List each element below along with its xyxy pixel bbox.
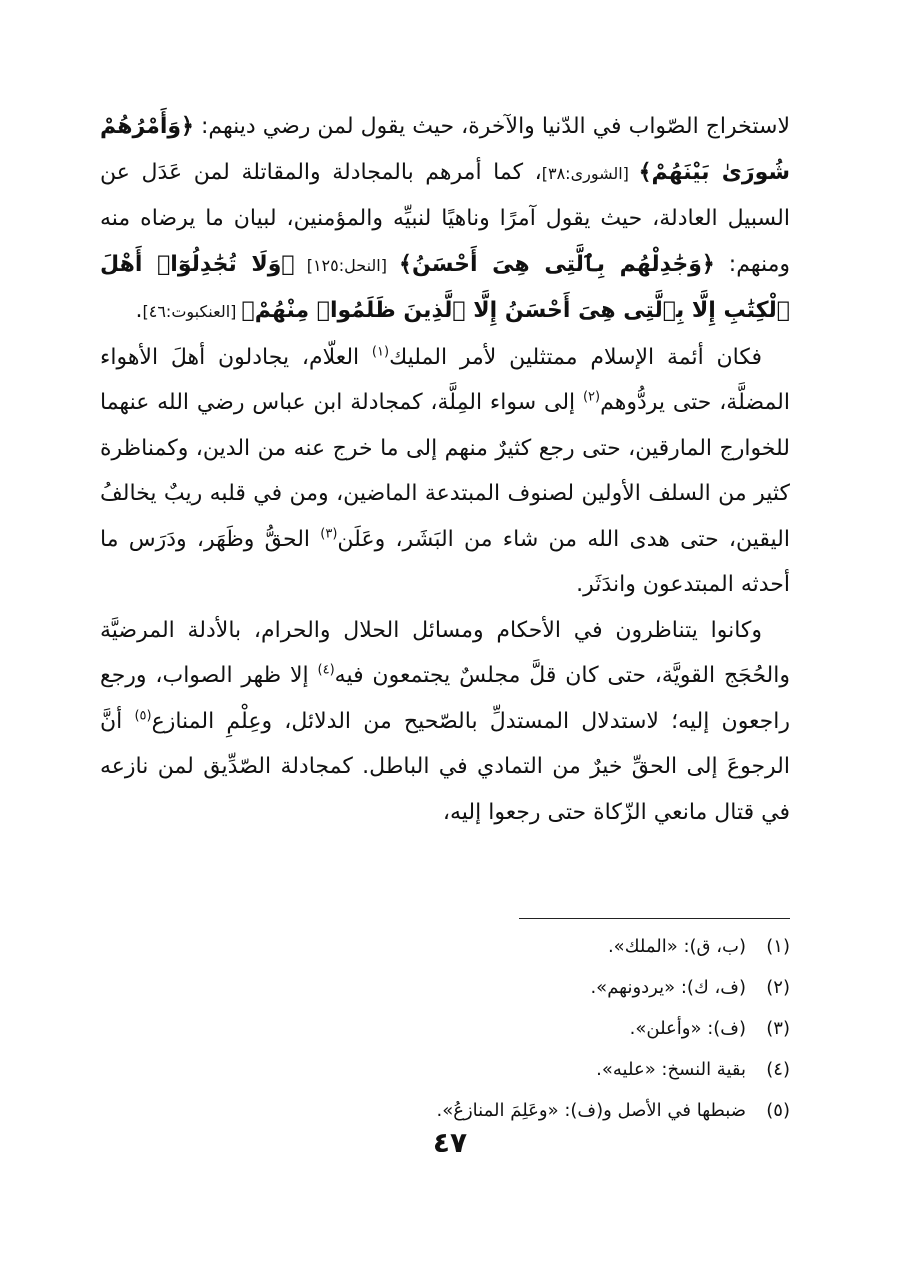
footnote-item xyxy=(100,1090,790,1131)
paragraph-2 xyxy=(100,335,790,608)
footnote-marker: (٥) xyxy=(134,708,152,724)
verse-reference: [النحل:١٢٥] xyxy=(294,255,400,275)
footnote-number: (٤) xyxy=(766,1059,790,1080)
text-run: ، كما أمرهم بالمجادلة والمقاتلة لمن عَدَل عن السبيل العادلة، حيث يقول آمرًا وناهيًا لنبيِّه والمؤمنين، لبيان ما يرضاه منه ومنهم: xyxy=(100,159,791,277)
text-run: لاستخراج الصّواب في الدّنيا والآخرة، حيث يقول لمن رضي دينهم: xyxy=(193,114,790,139)
footnote-number: (٣) xyxy=(766,1018,790,1039)
text-run: فكان أئمة الإسلام ممتثلين لأمر المليك xyxy=(389,344,763,370)
quran-verse: ﴿وَجَٰدِلْهُم بِٱلَّتِى هِىَ أَحْسَنُ﴾ xyxy=(399,251,715,277)
verse-reference: [العنكبوت:٤٦] xyxy=(142,302,242,321)
footnote-item xyxy=(100,1049,790,1090)
text-run: إلى سواء المِلَّة، كمجادلة ابن عباس رضي الله عنهما للخوارج المارقين، حتى رجع كثيرٌ منهم إلى ما خرج عنه من الدين، وكمناظرة كثير من السلف الأولين لصنوف المبتدعة الماضين، ومن في قلبه ريبٌ يخالفُ اليقين، حتى هدى الله من شاء من البَشَر، وعَلَن xyxy=(100,390,790,552)
footnote-separator xyxy=(519,918,790,919)
quran-verse: ﴿وَأَمْرُهُمْ شُورَىٰ بَيْنَهُمْ﴾ xyxy=(100,114,790,185)
text-run: إلا ظهر الصواب، ورجع راجعون إليه؛ لاستدلال المستدلِّ بالصّحيح من الدلائل، وعِلْمِ المنازع xyxy=(100,663,791,734)
paragraph-1 xyxy=(100,104,790,335)
footnote-marker: (١) xyxy=(371,344,390,360)
quran-verse: ﴿وَلَا تُجَٰدِلُوٓا۟ أَهْلَ ٱلْكِتَٰبِ إِلَّا بِٱلَّتِى هِىَ أَحْسَنُ إِلَّا ٱلَّذِينَ ظَلَمُوا۟ مِنْهُمْ﴾ xyxy=(100,251,790,323)
footnote-marker: (٤) xyxy=(317,662,335,678)
footnotes xyxy=(100,926,790,1131)
footnote-text: بقية النسخ: «عليه». xyxy=(596,1059,746,1080)
text-run: أنَّ الرجوعَ إلى الحقِّ خيرٌ من التمادي في الباطل. كمجادلة الصّدِّيق لمن نازعه في قتال مانعي الزّكاة حتى رجعوا إليه، xyxy=(100,708,790,825)
footnote-number: (٥) xyxy=(766,1100,790,1121)
footnote-text: (ف، ك): «يردونهم». xyxy=(590,977,746,998)
footnote-item xyxy=(100,967,790,1008)
paragraph-3 xyxy=(100,608,790,836)
footnote-marker: (٢) xyxy=(582,389,601,405)
footnote-item xyxy=(100,926,790,967)
footnote-number: (١) xyxy=(766,936,790,957)
footnote-text: ضبطها في الأصل و(ف): «وعَلِمَ المنازعُ». xyxy=(436,1100,746,1121)
verse-reference: [الشورى:٣٨] xyxy=(541,163,639,183)
text-run: الحقُّ وظَهَر، ودَرَس ما أحدثه المبتدعون واندَثَر. xyxy=(100,526,790,597)
footnote-marker: (٣) xyxy=(320,526,338,542)
main-text xyxy=(100,104,790,835)
footnote-text: (ب، ق): «الملك». xyxy=(607,936,746,957)
text-run: وكانوا يتناظرون في الأحكام ومسائل الحلال والحرام، بالأدلة المرضيَّة والحُجَج القويَّة، حتى كان قلَّ مجلسٌ يجتمعون فيه xyxy=(100,617,790,688)
footnote-text: (ف): «وأعلن». xyxy=(629,1018,746,1039)
text-run: العلّام، يجادلون أهلَ الأهواء المضلَّة، حتى يردُّوهم xyxy=(100,344,790,415)
page-number: ٤٧ xyxy=(432,1126,468,1159)
footnote-number: (٢) xyxy=(766,977,790,998)
footnote-item xyxy=(100,1008,790,1049)
text-run: . xyxy=(135,298,143,323)
